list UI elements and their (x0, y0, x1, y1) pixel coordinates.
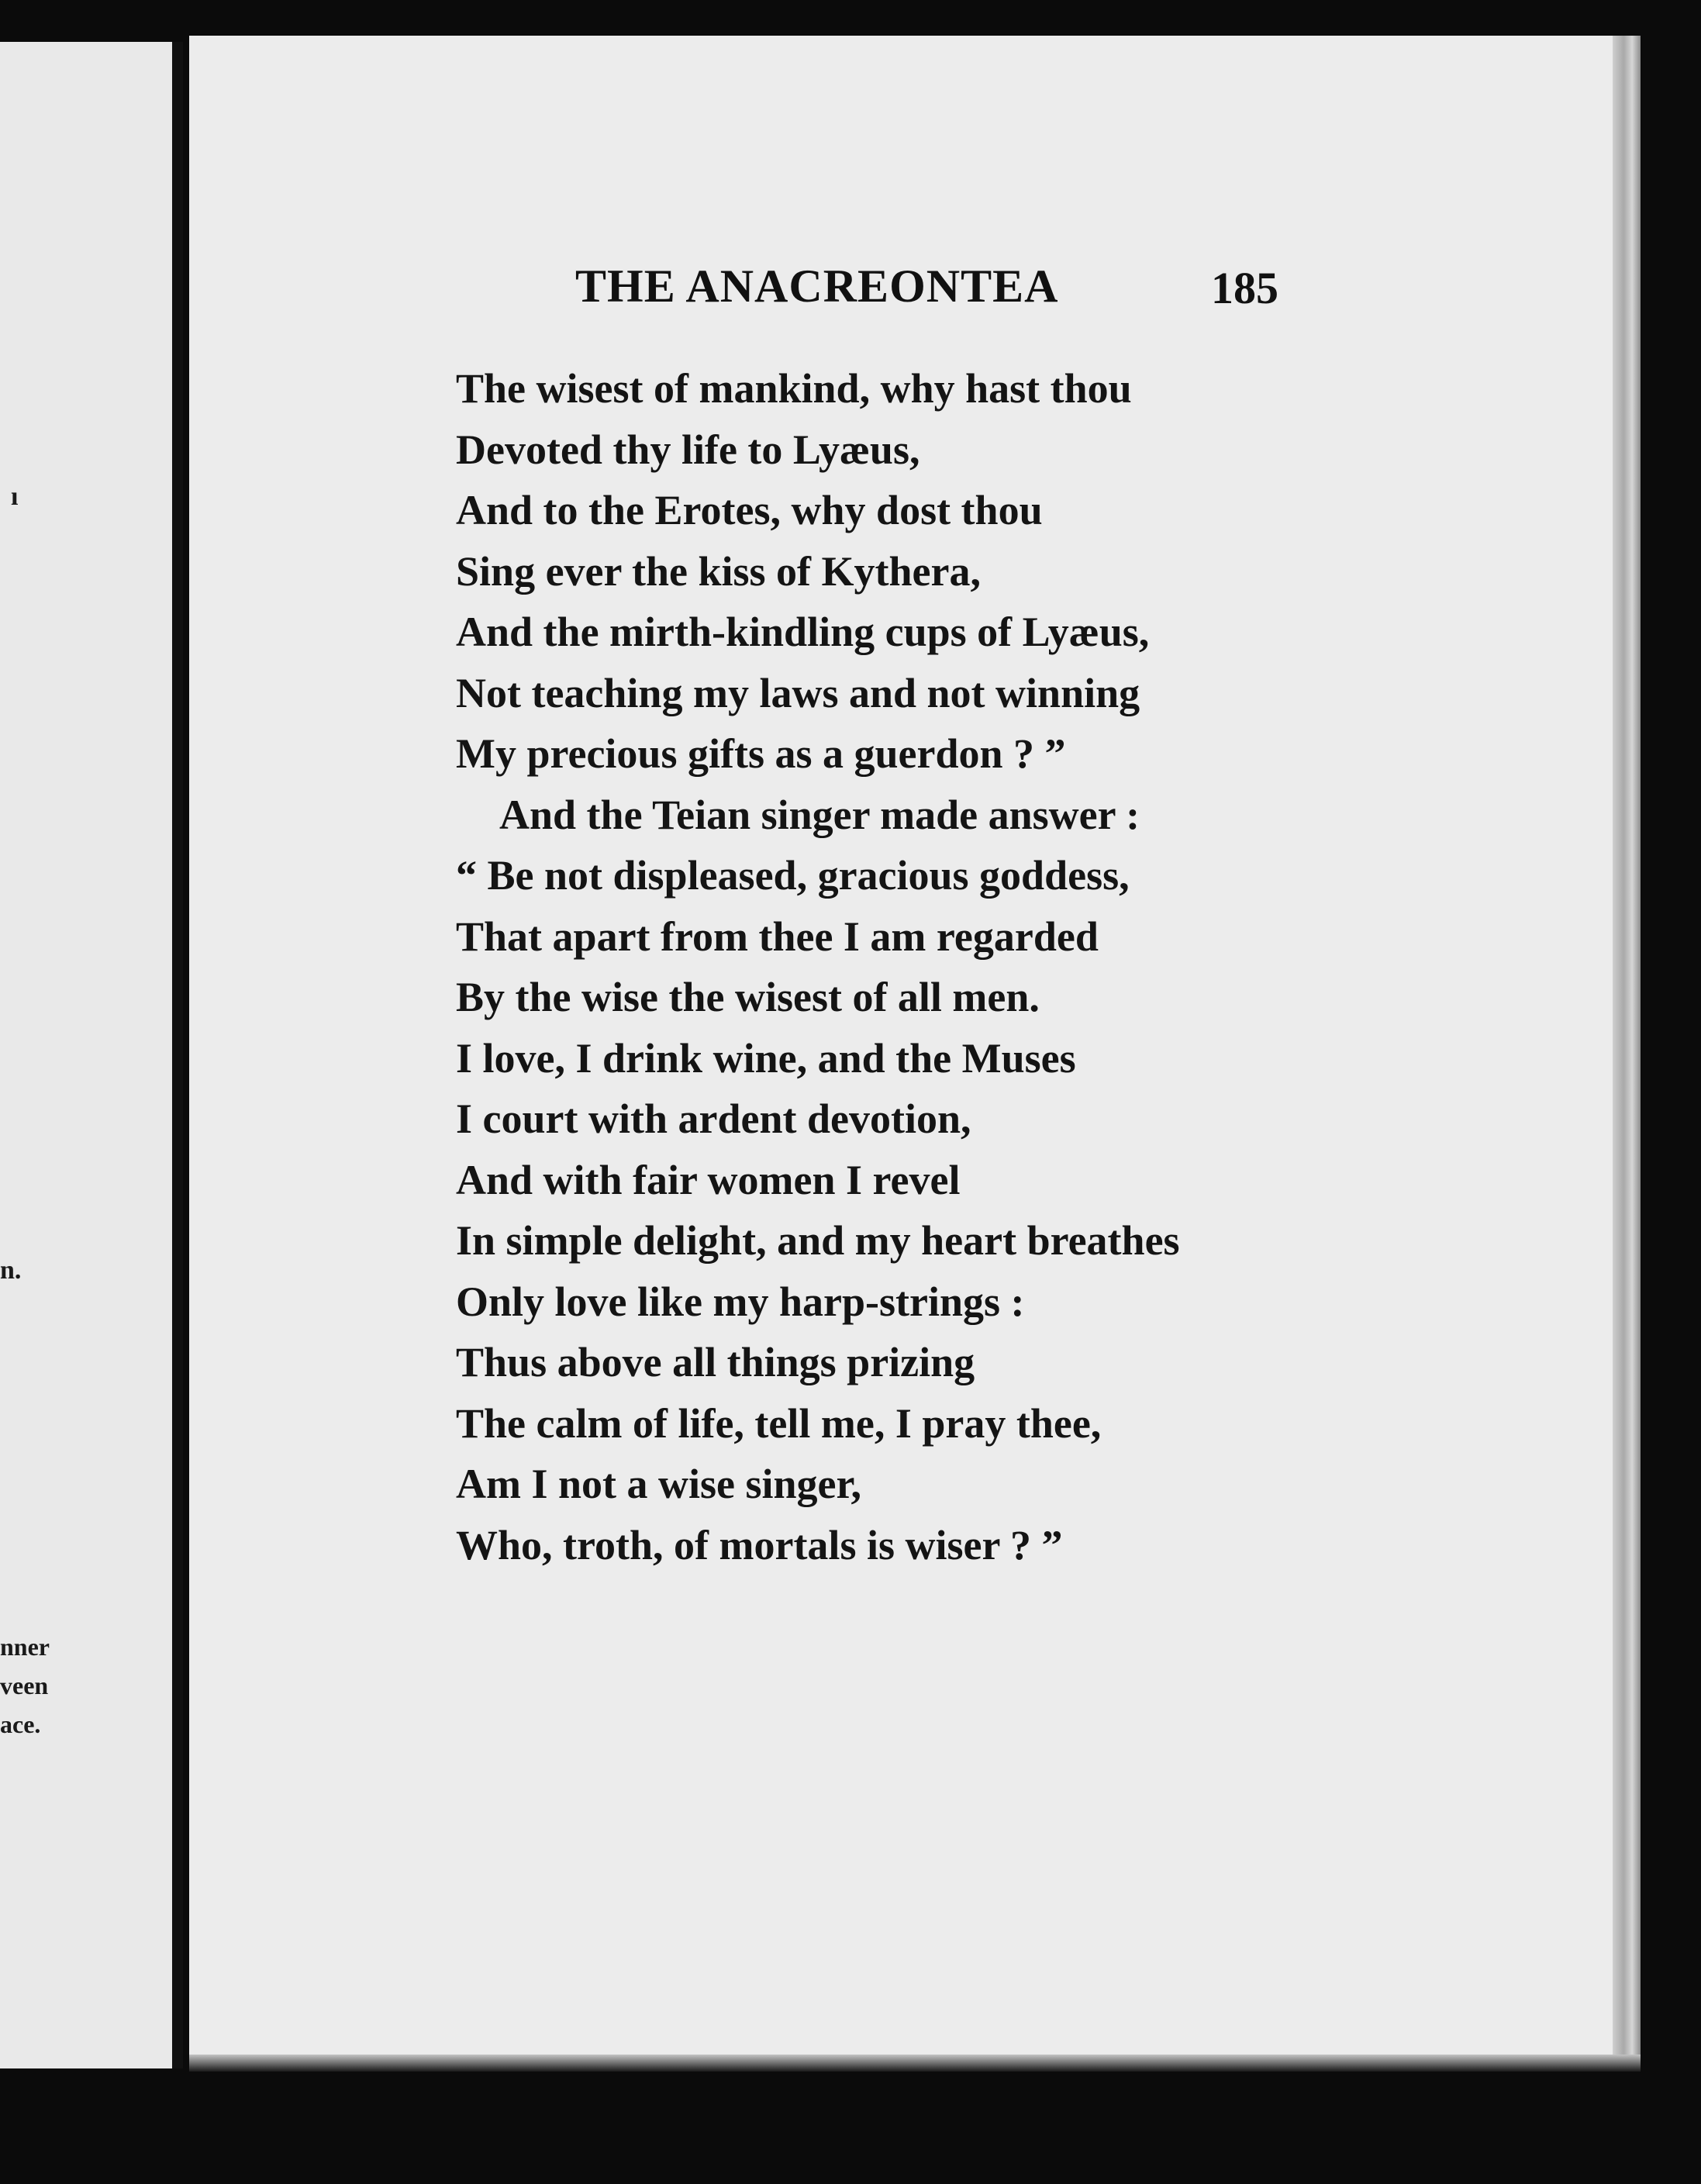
poem-line: That apart from thee I am regarded (456, 913, 1099, 960)
running-head: THE ANACREONTEA (575, 260, 1059, 312)
poem-text (456, 358, 1386, 1575)
page-number: 185 (1211, 263, 1278, 313)
poem-line: The wisest of mankind, why hast thou (456, 365, 1132, 412)
page-bottom-shadow (189, 2055, 1641, 2072)
poem-line: In simple delight, and my heart breathes (456, 1217, 1180, 1264)
left-page-text-fragment: veen (0, 1672, 49, 1699)
book-gutter (172, 42, 183, 2068)
poem-line: And the Teian singer made answer : (499, 791, 1140, 838)
poem-line: “ Be not displeased, gracious goddess, (456, 852, 1130, 899)
poem-line: Only love like my harp-strings : (456, 1278, 1025, 1325)
poem-line: Thus above all things prizing (456, 1339, 975, 1385)
left-page-text-fragment: ı (11, 482, 19, 511)
poem-line: Am I not a wise singer, (456, 1461, 862, 1507)
left-page-text-fragment: nner (0, 1633, 50, 1661)
poem-line: The calm of life, tell me, I pray thee, (456, 1399, 1102, 1447)
poem-line: And with fair women I revel (456, 1156, 961, 1203)
poem-line: Who, troth, of mortals is wiser ? ” (456, 1521, 1063, 1568)
poem-line: And the mirth-kindling cups of Lyæus, (456, 609, 1150, 655)
poem-line: Devoted thy life to Lyæus, (456, 426, 920, 473)
poem-line: My precious gifts as a guerdon ? ” (456, 730, 1066, 777)
poem-line: I court with ardent devotion, (456, 1095, 971, 1142)
poem-line: Sing ever the kiss of Kythera, (456, 547, 981, 595)
left-page-text-fragment: ace. (0, 1710, 41, 1738)
poem-line: Not teaching my laws and not winning (456, 669, 1140, 716)
poem-line: I love, I drink wine, and the Muses (456, 1034, 1076, 1082)
poem-line: And to the Erotes, why dost thou (456, 487, 1043, 533)
left-page-fragment (0, 42, 172, 2068)
page-edge (1613, 36, 1641, 2068)
left-page-text-fragment: n. (0, 1256, 22, 1285)
poem-line: By the wise the wisest of all men. (456, 974, 1040, 1020)
